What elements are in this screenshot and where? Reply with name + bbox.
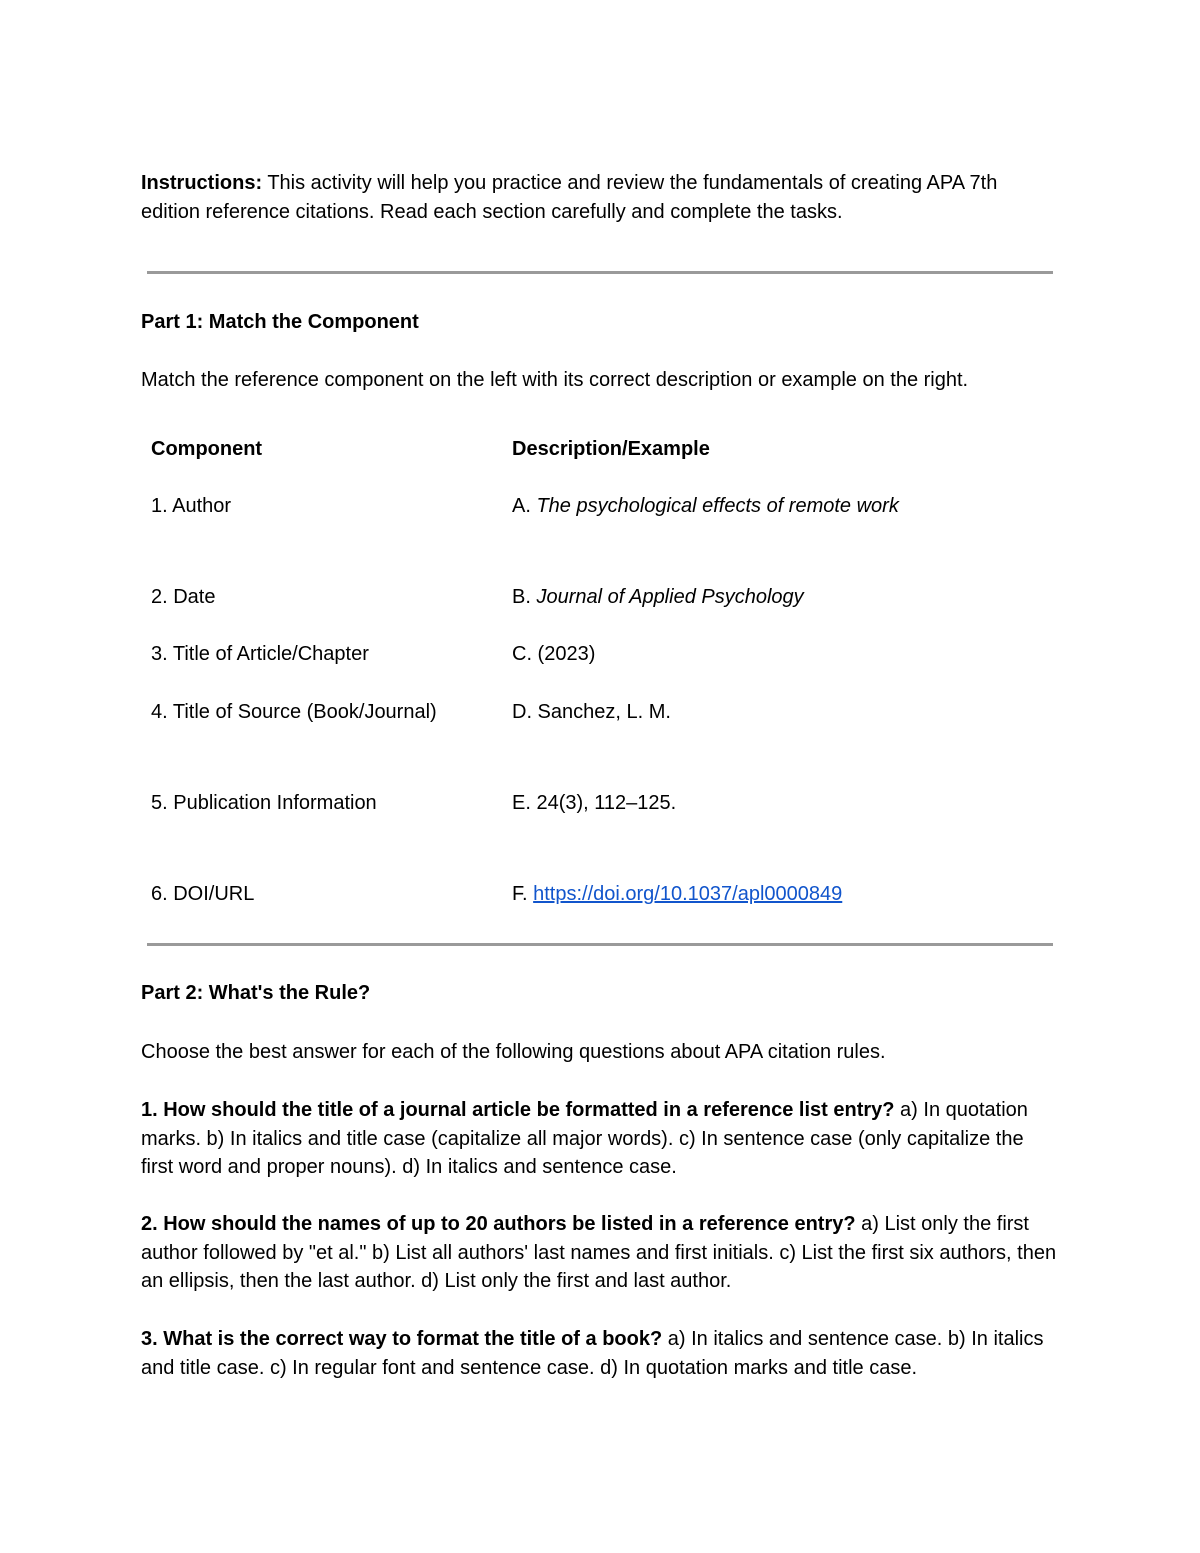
part1-intro: Match the reference component on the left with its correct description or example on the right.: [141, 369, 969, 391]
table-row-description: [512, 789, 676, 818]
component-column-header: Component: [151, 438, 263, 460]
horizontal-divider: [147, 943, 1053, 946]
option-letter: B.: [512, 586, 537, 608]
table-row-description: [512, 698, 671, 727]
table-row-component: 1. Author: [151, 495, 232, 517]
question-2: [141, 1210, 1061, 1296]
table-row-description: [512, 880, 842, 909]
instructions-label: Instructions:: [141, 172, 263, 194]
table-row-description: [512, 640, 595, 669]
question-options: a) In quotation marks. b) In italics and title case (capitalize all major words). c) In sentence case (only capitalize the first word and proper nouns). d) In italics and sentence case.: [141, 1099, 1028, 1178]
instructions-text: This activity will help you practice and review the fundamentals of creating APA 7th edition reference citations. Read each section carefully and complete the tasks.: [141, 172, 998, 223]
question-text: 1. How should the title of a journal article be formatted in a reference list entry?: [141, 1099, 895, 1121]
question-options: a) In italics and sentence case. b) In italics and title case. c) In regular font and sentence case. d) In quotation marks and title case.: [141, 1328, 1044, 1379]
option-letter: A.: [512, 495, 537, 517]
table-row-component: 2. Date: [151, 586, 216, 608]
option-value: D. Sanchez, L. M.: [512, 701, 671, 723]
part2-intro: Choose the best answer for each of the following questions about APA citation rules.: [141, 1041, 886, 1063]
question-1: [141, 1096, 1061, 1182]
part1-heading: Part 1: Match the Component: [141, 311, 419, 333]
option-value: Journal of Applied Psychology: [536, 586, 804, 608]
option-value: E. 24(3), 112–125.: [512, 792, 677, 814]
table-row-component: 3. Title of Article/Chapter: [151, 643, 369, 665]
table-row-component: 6. DOI/URL: [151, 883, 255, 905]
instructions-paragraph: [141, 169, 1061, 226]
question-text: 2. How should the names of up to 20 authors be listed in a reference entry?: [141, 1213, 856, 1235]
description-column-header: Description/Example: [512, 438, 710, 460]
table-row-description: [512, 583, 804, 612]
part2-heading: Part 2: What's the Rule?: [141, 982, 371, 1004]
question-3: [141, 1325, 1061, 1382]
question-options: a) List only the first author followed by "et al." b) List all authors' last names and first initials. c) List the first six authors, then an ellipsis, then the last author. d) List only the first and last author.: [141, 1213, 1057, 1292]
option-value: C. (2023): [512, 643, 596, 665]
option-value: The psychological effects of remote work: [536, 495, 899, 517]
option-letter: F.: [512, 883, 534, 905]
horizontal-divider: [147, 271, 1053, 274]
table-row-component: 5. Publication Information: [151, 792, 377, 814]
table-row-component: 4. Title of Source (Book/Journal): [151, 701, 437, 723]
table-row-description: [512, 492, 899, 521]
question-text: 3. What is the correct way to format the title of a book?: [141, 1328, 663, 1350]
doi-link[interactable]: https://doi.org/10.1037/apl0000849: [533, 883, 843, 905]
